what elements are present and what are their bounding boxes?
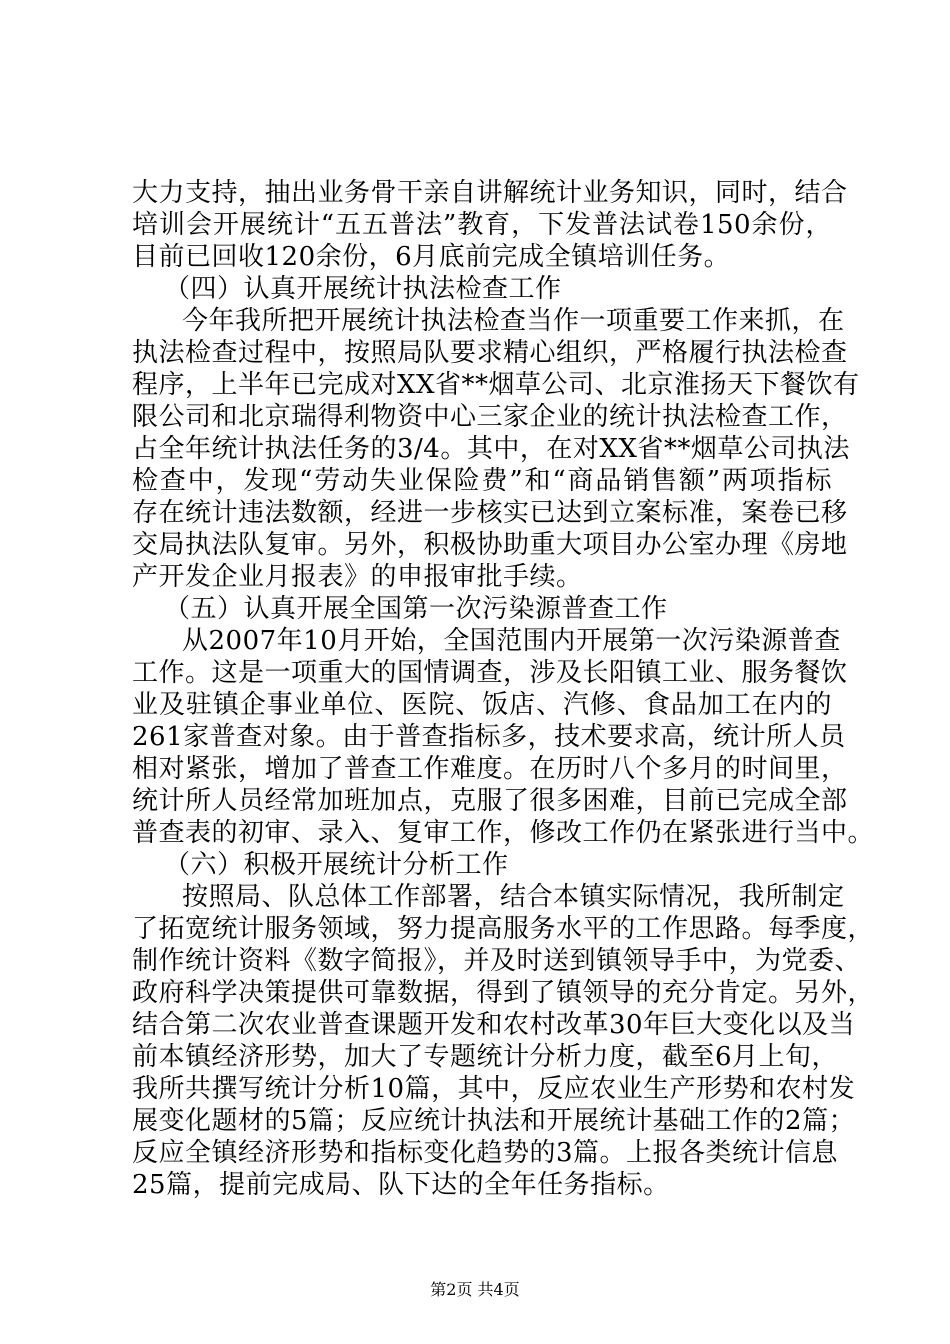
text-line: 了拓宽统计服务领域，努力提高服务水平的工作思路。每季度，: [132, 914, 875, 944]
text-line: 按照局、队总体工作部署，结合本镇实际情况，我所制定: [182, 882, 845, 912]
text-line: 相对紧张，增加了普查工作难度。在历时八个多月的时间里，: [132, 754, 848, 784]
text-line: 从2007年10月开始，全国范围内开展第一次污染源普查: [182, 626, 841, 656]
text-line: 限公司和北京瑞得利物资中心三家企业的统计执法检查工作，: [132, 402, 848, 432]
text-line: 普查表的初审、录入、复审工作，修改工作仍在紧张进行当中。: [132, 818, 875, 848]
text-line: 执法检查过程中，按照局队要求精心组织，严格履行执法检查: [132, 338, 848, 368]
page-number-footer: 第2页 共4页: [430, 1280, 520, 1299]
text-line: 培训会开展统计“五五普法”教育，下发普法试卷150余份，: [132, 210, 832, 240]
text-line: 检查中，发现“劳动失业保险费”和“商品销售额”两项指标: [132, 466, 832, 496]
text-line: 我所共撰写统计分析10篇，其中，反应农业生产形势和农村发: [132, 1074, 856, 1104]
text-line: 交局执法队复审。另外，积极协助重大项目办公室办理《房地: [132, 530, 848, 560]
text-line: 制作统计资料《数字简报》，并及时送到镇领导手中，为党委、: [132, 946, 862, 976]
text-line: 结合第二次农业普查课题开发和农村改革30年巨大变化以及当: [132, 1010, 856, 1040]
text-line: 占全年统计执法任务的3/4。其中，在对XX省**烟草公司执法: [132, 434, 850, 464]
section-heading: （四）认真开展统计执法检查工作: [164, 274, 562, 304]
text-line: 产开发企业月报表》的申报审批手续。: [132, 562, 583, 592]
text-line: 存在统计违法数额，经进一步核实已达到立案标准，案卷已移: [132, 498, 848, 528]
text-line: 反应全镇经济形势和指标变化趋势的3篇。上报各类统计信息: [132, 1138, 839, 1168]
text-line: 261家普查对象。由于普查指标多，技术要求高，统计所人员: [132, 722, 846, 752]
section-heading: （六）积极开展统计分析工作: [164, 850, 509, 880]
section-heading: （五）认真开展全国第一次污染源普查工作: [164, 594, 668, 624]
text-line: 大力支持，抽出业务骨干亲自讲解统计业务知识，同时，结合: [132, 178, 848, 208]
text-line: 业及驻镇企事业单位、医院、饭店、汽修、食品加工在内的: [132, 690, 832, 720]
text-line: 前本镇经济形势，加大了专题统计分析力度，截至6月上旬，: [132, 1042, 839, 1072]
text-line: 统计所人员经常加班加点，克服了很多困难，目前已完成全部: [132, 786, 848, 816]
text-line: 目前已回收120余份，6月底前完成全镇培训任务。: [132, 242, 731, 272]
text-line: 工作。这是一项重大的国情调查，涉及长阳镇工业、服务餐饮: [132, 658, 848, 688]
text-line: 政府科学决策提供可靠数据，得到了镇领导的充分肯定。另外，: [132, 978, 875, 1008]
text-line: 程序，上半年已完成对XX省**烟草公司、北京淮扬天下餐饮有: [132, 370, 860, 400]
text-line: 展变化题材的5篇；反应统计执法和开展统计基础工作的2篇；: [132, 1106, 856, 1136]
text-line: 今年我所把开展统计执法检查当作一项重要工作来抓，在: [182, 306, 845, 336]
text-line: 25篇，提前完成局、队下达的全年任务指标。: [132, 1170, 670, 1200]
